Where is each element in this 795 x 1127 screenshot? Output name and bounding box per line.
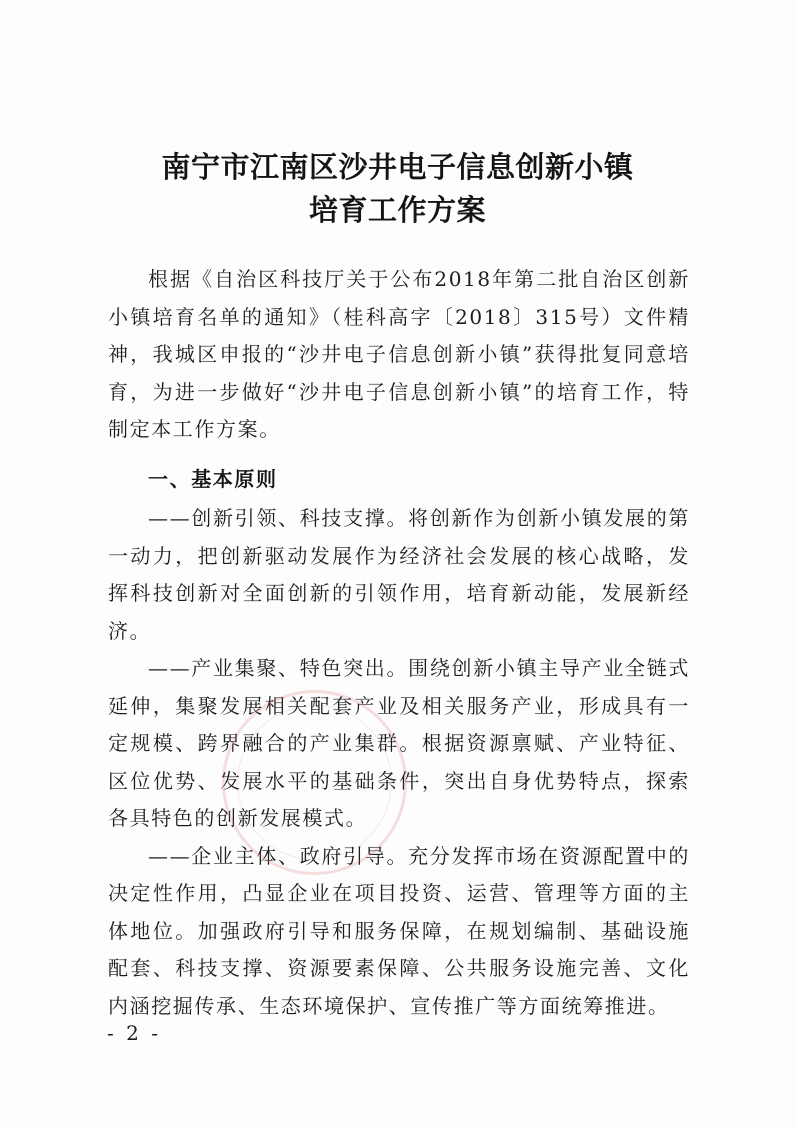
intro-block: [108, 261, 690, 449]
document-title-line-2: 培育工作方案: [308, 193, 486, 227]
intro-paragraph: 根据《自治区科技厅关于公布2018年第二批自治区创新小镇培育名单的通知》（桂科高字〔2018〕315号）文件精神，我城区申报的“沙井电子信息创新小镇”获得批复同意培育，为进一步做好“沙井电子信息创新小镇”的培育工作，特制定本工作方案。: [108, 267, 690, 441]
page-number: - 2 -: [107, 1021, 161, 1045]
principle-paragraph-industry: ——产业集聚、特色突出。围绕创新小镇主导产业全链式延伸，集聚发展相关配套产业及相关服务产业，形成具有一定规模、跨界融合的产业集群。根据资源禀赋、产业特征、区位优势、发展水平的基础条件，突出自身优势特点，探索各具特色的创新发展模式。: [108, 656, 690, 830]
official-seal-inner-ring: [237, 705, 392, 860]
principle-paragraph-innovation: ——创新引领、科技支撑。将创新作为创新小镇发展的第一动力，把创新驱动发展作为经济社会发展的核心战略，发挥科技创新对全面创新的引领作用，培育新动能，发展新经济。: [108, 506, 690, 643]
section-heading-basic-principles: 一、基本原则: [148, 467, 278, 491]
principle-paragraph-enterprise: ——企业主体、政府引导。充分发挥市场在资源配置中的决定性作用，凸显企业在项目投资、运营、管理等方面的主体地位。加强政府引导和服务保障，在规划编制、基础设施配套、科技支撑、资源要素保障、公共服务设施完善、文化内涵挖掘传承、生态环境保护、宣传推广等方面统筹推进。: [108, 843, 690, 1018]
document-title-line-1: 南宁市江南区沙井电子信息创新小镇: [161, 150, 634, 184]
official-seal-stamp: [222, 690, 407, 875]
